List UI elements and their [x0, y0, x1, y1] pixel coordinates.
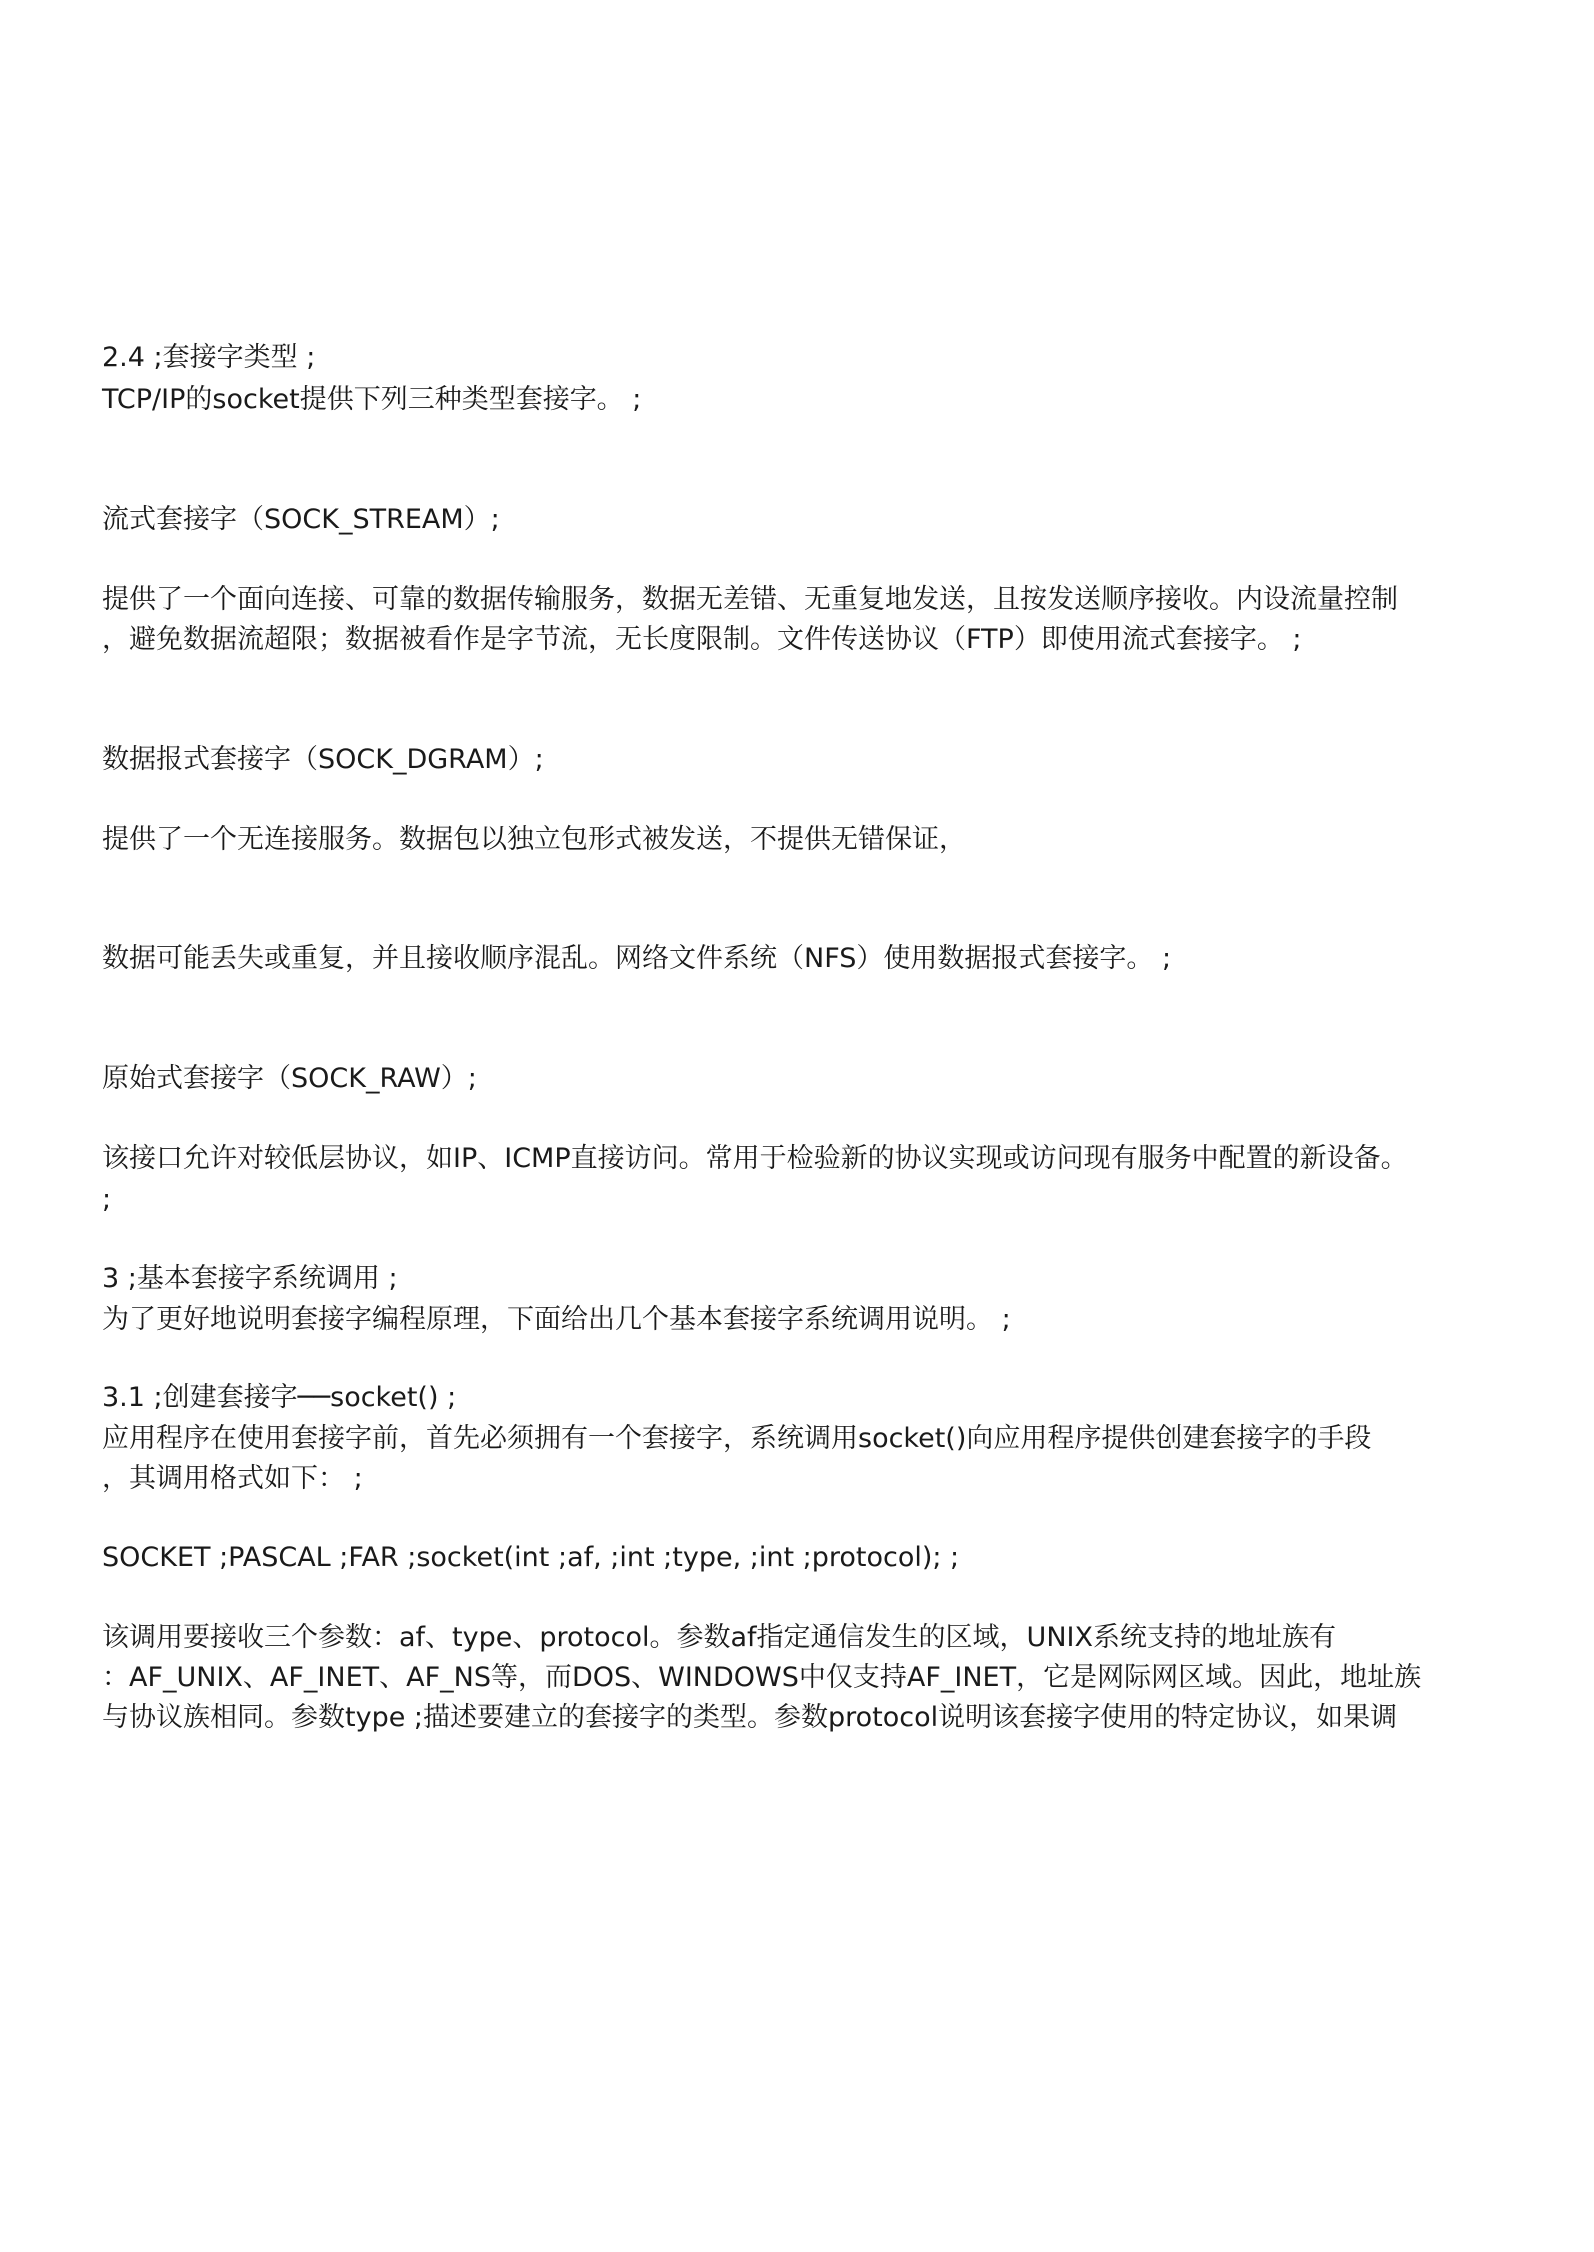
- paragraph-line: ：AF_UNIX、AF_INET、AF_NS等，而DOS、WINDOWS中仅支持AF_INET，它是网际网区域。因此，地址族: [102, 1662, 1422, 1693]
- section-heading: 3.1 ;创建套接字──socket() ;: [102, 1382, 457, 1413]
- paragraph-line: ;: [102, 1184, 112, 1215]
- section-heading: 3 ;基本套接字系统调用 ;: [102, 1263, 398, 1294]
- paragraph-line: ，其调用格式如下： ;: [102, 1463, 363, 1494]
- paragraph-line: 数据可能丢失或重复，并且接收顺序混乱。网络文件系统（NFS）使用数据报式套接字。 ;: [102, 943, 1172, 974]
- paragraph-line: 与协议族相同。参数type ;描述要建立的套接字的类型。参数protocol说明该套接字使用的特定协议，如果调: [102, 1702, 1398, 1733]
- subheading: 流式套接字（SOCK_STREAM）;: [102, 504, 500, 535]
- subheading: 数据报式套接字（SOCK_DGRAM）;: [102, 744, 544, 775]
- code-line: SOCKET ;PASCAL ;FAR ;socket(int ;af, ;int ;type, ;int ;protocol); ;: [102, 1542, 960, 1573]
- paragraph-line: 该接口允许对较低层协议，如IP、ICMP直接访问。常用于检验新的协议实现或访问现有服务中配置的新设备。: [102, 1143, 1408, 1174]
- paragraph-line: 该调用要接收三个参数：af、type、protocol。参数af指定通信发生的区域，UNIX系统支持的地址族有: [102, 1622, 1336, 1653]
- paragraph-line: ，避免数据流超限；数据被看作是字节流，无长度限制。文件传送协议（FTP）即使用流式套接字。 ;: [102, 624, 1302, 655]
- paragraph-line: TCP/IP的socket提供下列三种类型套接字。 ;: [102, 384, 642, 415]
- paragraph-line: 提供了一个无连接服务。数据包以独立包形式被发送，不提供无错保证，: [102, 824, 966, 855]
- paragraph-line: 提供了一个面向连接、可靠的数据传输服务，数据无差错、无重复地发送，且按发送顺序接收。内设流量控制: [102, 584, 1398, 615]
- paragraph-line: 应用程序在使用套接字前，首先必须拥有一个套接字，系统调用socket()向应用程序提供创建套接字的手段: [102, 1423, 1372, 1454]
- subheading: 原始式套接字（SOCK_RAW）;: [102, 1063, 477, 1094]
- paragraph-line: 为了更好地说明套接字编程原理，下面给出几个基本套接字系统调用说明。 ;: [102, 1304, 1011, 1335]
- section-heading: 2.4 ;套接字类型 ;: [102, 342, 316, 373]
